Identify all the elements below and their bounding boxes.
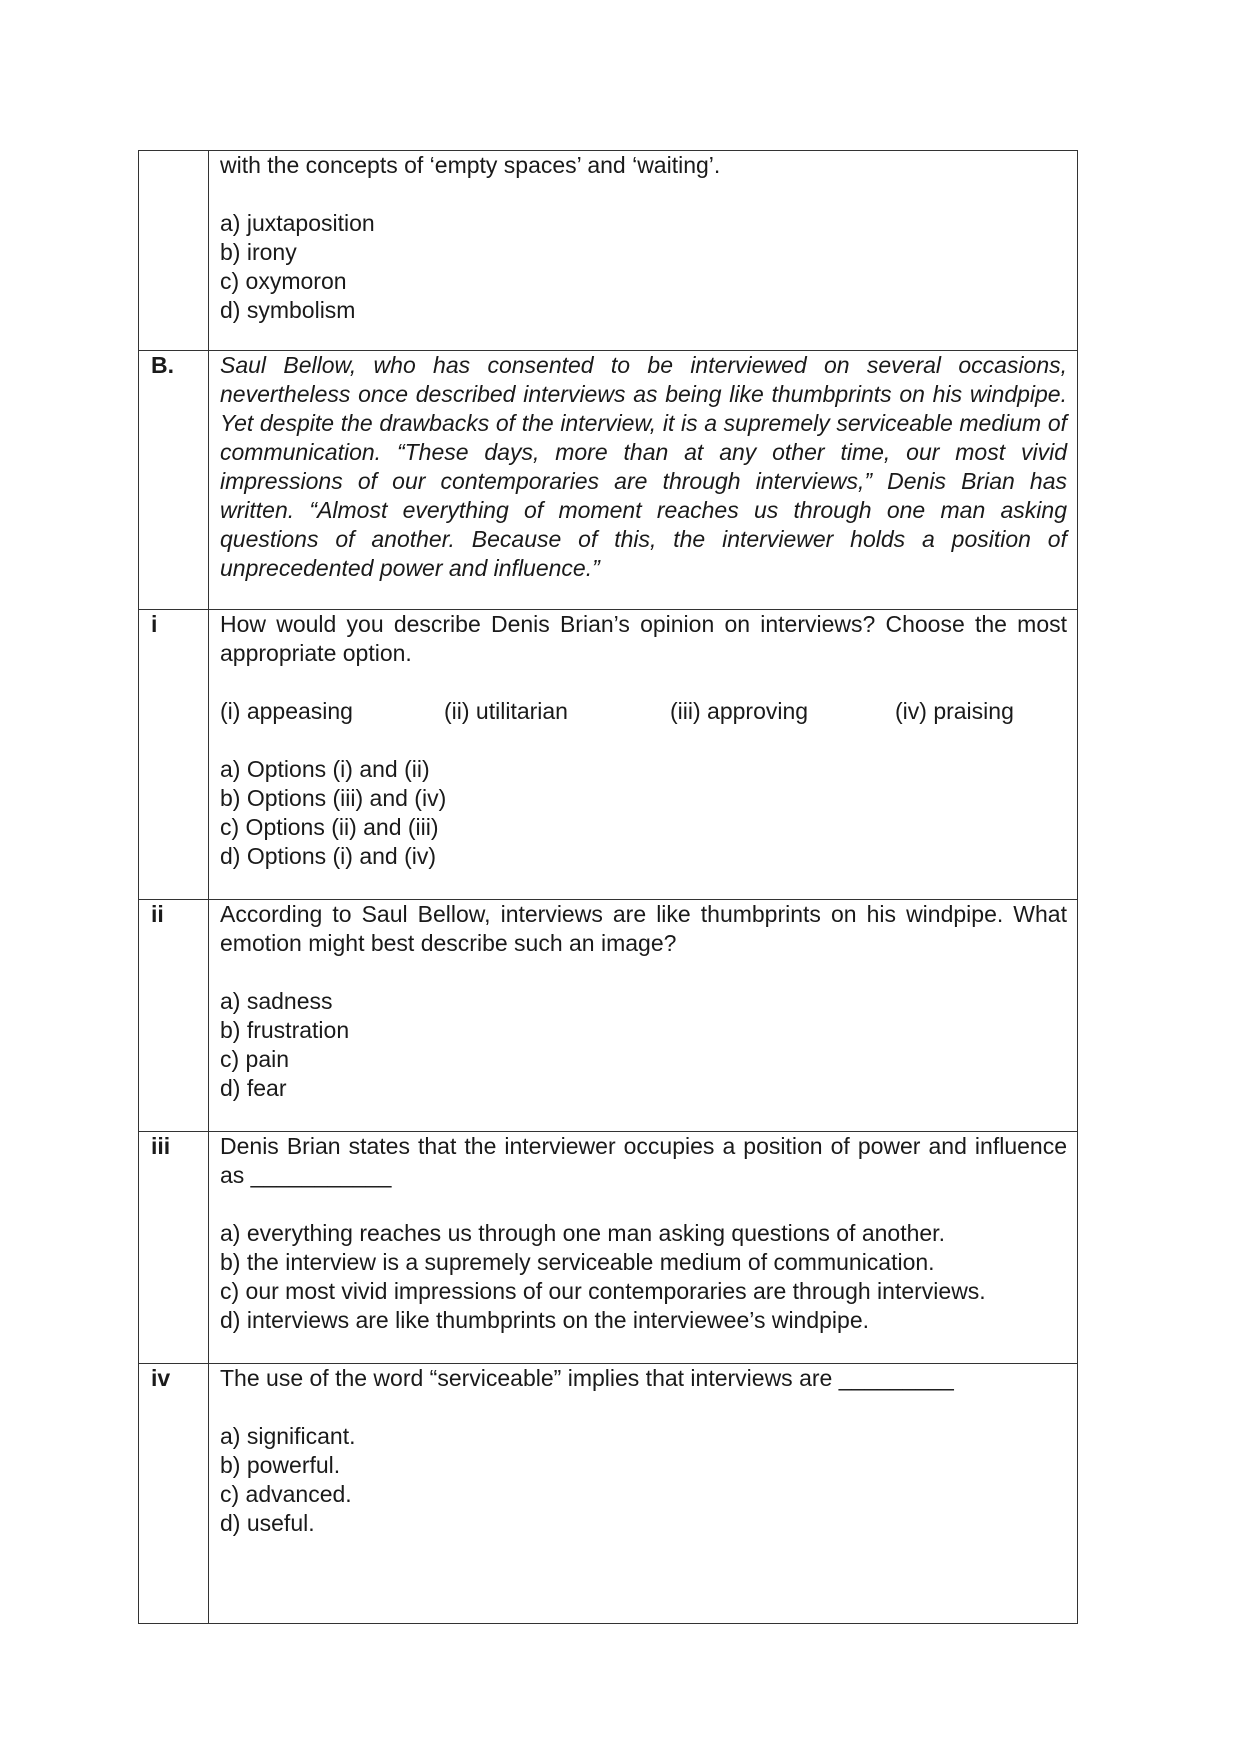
option: c) advanced. [220, 1481, 352, 1507]
row-label: iv [139, 1364, 209, 1624]
option: b) irony [220, 239, 297, 265]
option: d) Options (i) and (iv) [220, 843, 437, 869]
option: b) frustration [220, 1017, 350, 1043]
option: a) juxtaposition [220, 210, 375, 236]
option: d) fear [220, 1075, 287, 1101]
question-text: Denis Brian states that the interviewer occupies a position of power and influence as ___________ [220, 1133, 1067, 1188]
table-row [139, 151, 1078, 351]
row-content [209, 610, 1078, 900]
option: b) the interview is a supremely serviceable medium of communication. [220, 1249, 935, 1275]
row-content [209, 1132, 1078, 1364]
row-label [139, 151, 209, 351]
option: a) everything reaches us through one man asking questions of another. [220, 1220, 945, 1246]
row-label: ii [139, 900, 209, 1132]
option: d) interviews are like thumbprints on the interviewee’s windpipe. [220, 1307, 870, 1333]
row-content [209, 151, 1078, 351]
choice: (ii) utilitarian [444, 698, 568, 724]
choice: (iv) praising [895, 698, 1014, 724]
table-row [139, 351, 1078, 610]
choice: (i) appeasing [220, 698, 353, 724]
option: c) pain [220, 1046, 290, 1072]
option: a) significant. [220, 1423, 356, 1449]
question-text: How would you describe Denis Brian’s opinion on interviews? Choose the most appropriate option. [220, 611, 1067, 666]
option: c) our most vivid impressions of our contemporaries are through interviews. [220, 1278, 986, 1304]
row-label: i [139, 610, 209, 900]
option: b) Options (iii) and (iv) [220, 785, 447, 811]
choice: (iii) approving [670, 698, 809, 724]
choice-list [220, 697, 1067, 726]
row-label: iii [139, 1132, 209, 1364]
passage-text: Saul Bellow, who has consented to be interviewed on several occasions, nevertheless once described interviews as being like thumbprints on his windpipe. Yet despite the drawbacks of the interview, it is a supremely serviceable medium of communication. “These days, more than at any other time, our most vivid impressions of our contemporaries are through interviews,” Denis Brian has written. “Almost everything of moment reaches us through one man asking questions of another. Because of this, the interviewer holds a position of unprecedented power and influence.” [220, 352, 1067, 581]
table-row [139, 900, 1078, 1132]
option: a) sadness [220, 988, 333, 1014]
row-content [209, 351, 1078, 610]
option: c) oxymoron [220, 268, 347, 294]
row-content [209, 1364, 1078, 1624]
row-label: B. [139, 351, 209, 610]
question-text: The use of the word “serviceable” implies that interviews are _________ [220, 1365, 954, 1391]
question-text: According to Saul Bellow, interviews are like thumbprints on his windpipe. What emotion might best describe such an image? [220, 901, 1067, 956]
row-content [209, 900, 1078, 1132]
table-row [139, 1132, 1078, 1364]
option: c) Options (ii) and (iii) [220, 814, 439, 840]
table-row [139, 1364, 1078, 1624]
table-row [139, 610, 1078, 900]
question-table [138, 150, 1078, 1624]
option: b) powerful. [220, 1452, 341, 1478]
option: d) useful. [220, 1510, 315, 1536]
option: a) Options (i) and (ii) [220, 756, 430, 782]
option: d) symbolism [220, 297, 356, 323]
question-text: with the concepts of ‘empty spaces’ and ‘waiting’. [220, 152, 721, 178]
